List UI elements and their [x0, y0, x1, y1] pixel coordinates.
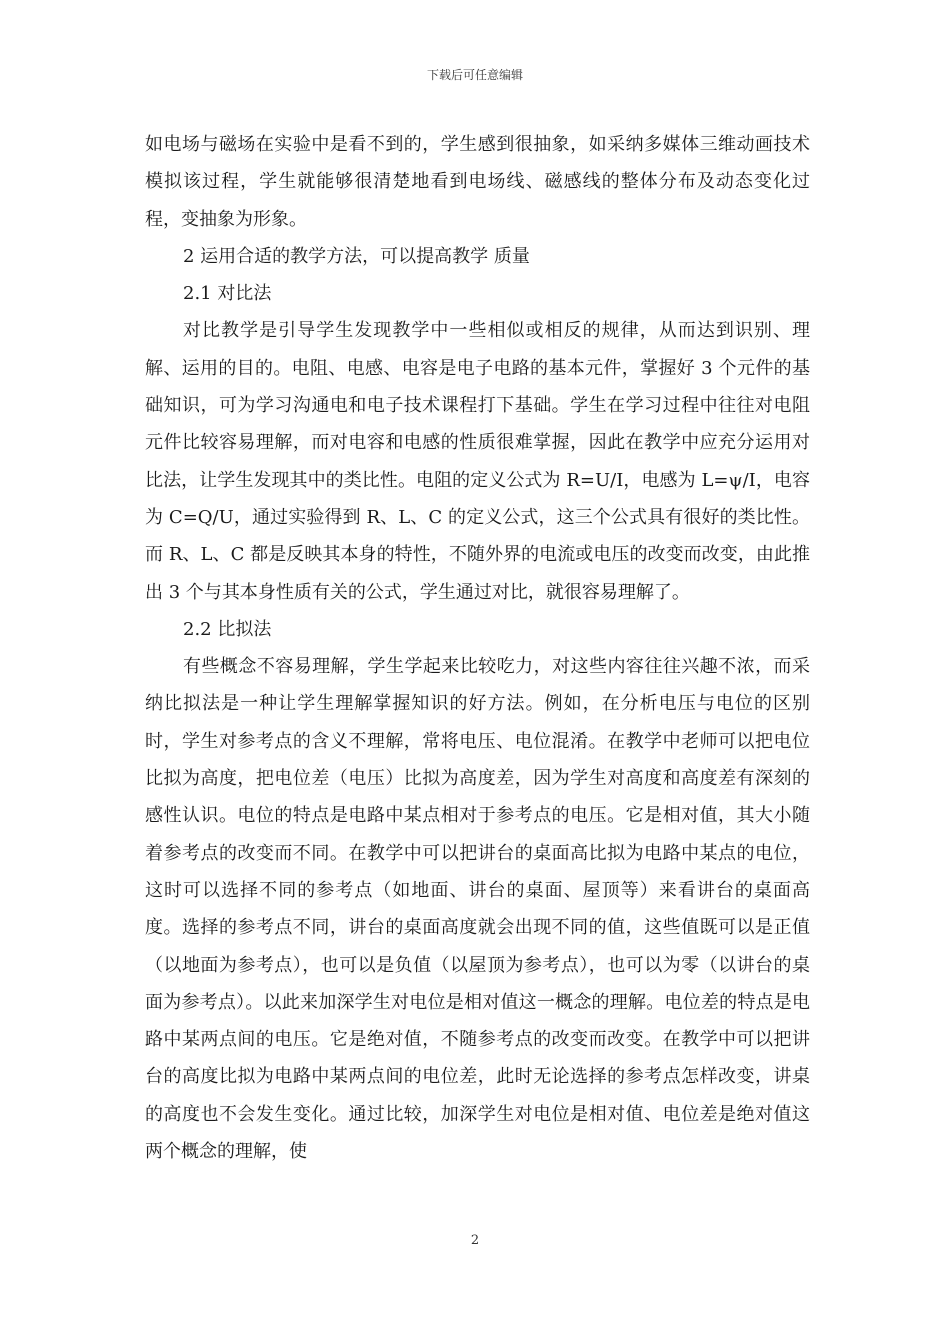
page-number: 2	[470, 1233, 480, 1248]
section-heading-2: 2 运用合适的教学方法，可以提高教学 质量	[183, 245, 530, 267]
subsection-heading-2-2: 2.2 比拟法	[183, 618, 272, 640]
paragraph-continued: 如电场与磁场在实验中是看不到的，学生感到很抽象，如采纳多媒体三维动画技术模拟该过程，学生就能够很清楚地看到电场线、磁感线的整体分布及动态变化过程，变抽象为形象。	[145, 134, 810, 230]
page-header: 下载后可任意编辑	[426, 68, 523, 82]
paragraph-contrast-method: 对比教学是引导学生发现教学中一些相似或相反的规律，从而达到识别、理解、运用的目的。电阻、电感、电容是电子电路的基本元件，掌握好 3 个元件的基础知识，可为学习沟通电和电子技术课程打下基础。学生在学习过程中往往对电阻元件比较容易理解，而对电容和电感的性质很难掌握，因此在教学中应充分运用对比法，让学生发现其中的类比性。电阻的定义公式为 R=U/I，电感为 L=ψ/I，电容为 C=Q/U，通过实验得到 R、L、C 的定义公式，这三个公式具有很好的类比性。而 R、L、C 都是反映其本身的特性，不随外界的电流或电压的改变而改变，由此推出 3 个与其本身性质有关的公式，学生通过对比，就很容易理解了。	[145, 320, 810, 603]
document-body	[145, 126, 810, 1170]
subsection-heading-2-1: 2.1 对比法	[183, 283, 272, 305]
paragraph-analogy-method: 有些概念不容易理解，学生学起来比较吃力，对这些内容往往兴趣不浓，而采纳比拟法是一种让学生理解掌握知识的好方法。例如，在分析电压与电位的区别时，学生对参考点的含义不理解，常将电压、电位混淆。在教学中老师可以把电位比拟为高度，把电位差（电压）比拟为高度差，因为学生对高度和高度差有深刻的感性认识。电位的特点是电路中某点相对于参考点的电压。它是相对值，其大小随着参考点的改变而不同。在教学中可以把讲台的桌面高比拟为电路中某点的电位，这时可以选择不同的参考点（如地面、讲台的桌面、屋顶等）来看讲台的桌面高度。选择的参考点不同，讲台的桌面高度就会出现不同的值，这些值既可以是正值（以地面为参考点），也可以是负值（以屋顶为参考点），也可以为零（以讲台的桌面为参考点）。以此来加深学生对电位是相对值这一概念的理解。电位差的特点是电路中某两点间的电压。它是绝对值，不随参考点的改变而改变。在教学中可以把讲台的高度比拟为电路中某两点间的电位差，此时无论选择的参考点怎样改变，讲桌的高度也不会发生变化。通过比较，加深学生对电位是相对值、电位差是绝对值这两个概念的理解，使	[145, 656, 810, 1163]
